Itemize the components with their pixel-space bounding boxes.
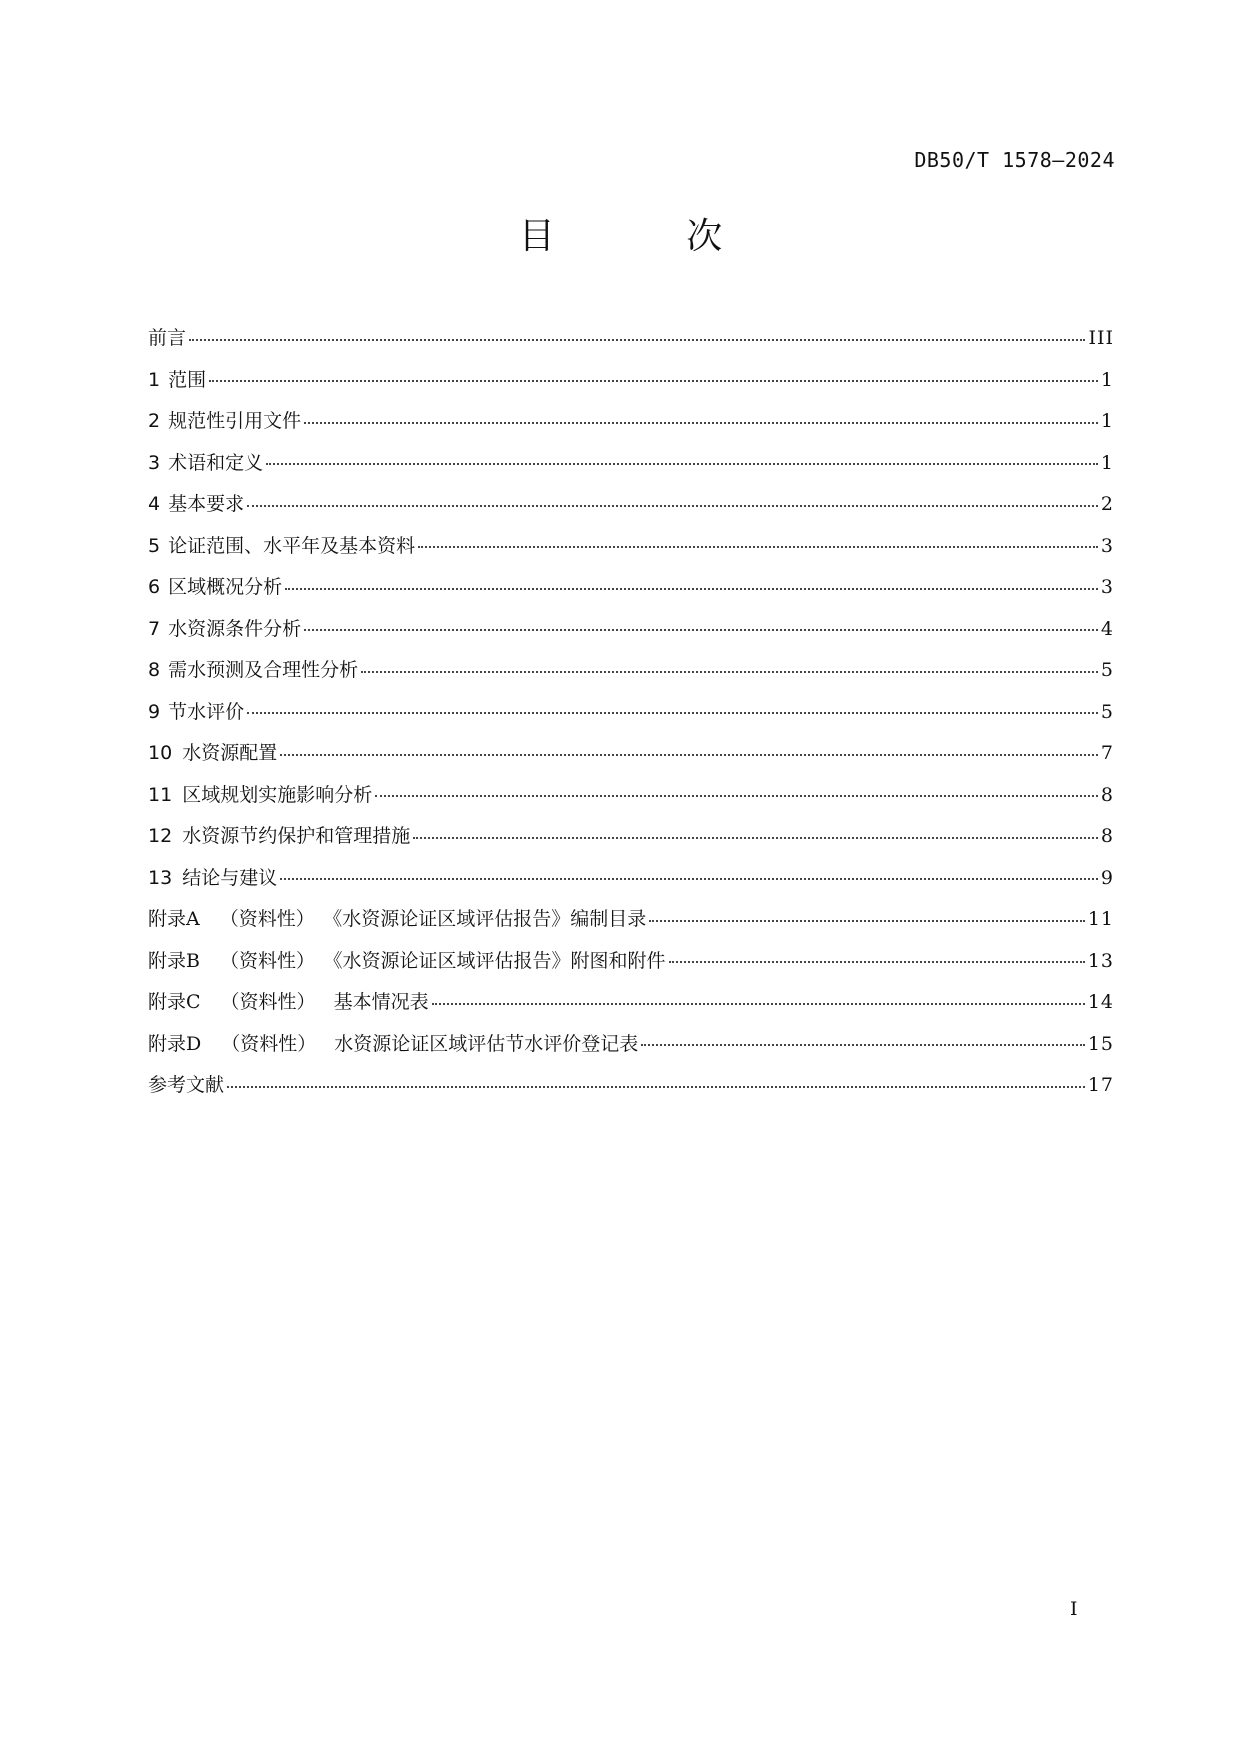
toc-entry-page: 14 <box>1087 991 1114 1013</box>
toc-leader-dots <box>361 671 1098 673</box>
toc-entry[interactable] <box>148 567 1114 609</box>
toc-appendix-a[interactable] <box>148 899 1114 941</box>
toc-entry-label: 需水预测及合理性分析 <box>168 659 359 681</box>
toc-leader-dots <box>280 754 1098 756</box>
appendix-kind: （资料性） <box>220 991 316 1013</box>
toc-entry[interactable] <box>148 443 1114 485</box>
toc-entry[interactable] <box>148 401 1114 443</box>
toc-entry-label: 区域概况分析 <box>168 576 283 598</box>
toc-entry-page: 5 <box>1100 700 1114 723</box>
toc-entry-page: 11 <box>1087 908 1114 930</box>
toc-leader-dots <box>227 1086 1085 1088</box>
appendix-tag: 附录B <box>148 949 200 972</box>
toc-entry-page: 8 <box>1100 825 1114 847</box>
toc-entry-label: 水资源节约保护和管理措施 <box>182 825 411 847</box>
toc-entry-page: 5 <box>1100 659 1114 681</box>
toc-entry-page: III <box>1088 327 1114 349</box>
toc-entry-label: 参考文献 <box>148 1074 225 1096</box>
toc-entry-page: 9 <box>1100 866 1114 889</box>
toc-entry-number: 3 <box>148 451 161 474</box>
toc-entry-page: 2 <box>1100 493 1114 515</box>
toc-entry-label: 区域规划实施影响分析 <box>182 783 373 806</box>
toc-appendix-c[interactable] <box>148 982 1114 1024</box>
toc-entry[interactable] <box>148 733 1114 775</box>
toc-leader-dots <box>189 339 1085 341</box>
toc-entry-label: 论证范围、水平年及基本资料 <box>168 534 416 557</box>
toc-entry[interactable] <box>148 526 1114 568</box>
toc-entry-label: 《水资源论证区域评估报告》编制目录 <box>332 908 647 930</box>
toc-entry-number: 5 <box>148 534 161 557</box>
toc-entry[interactable] <box>148 609 1114 651</box>
toc-leader-dots <box>247 712 1098 714</box>
toc-leader-dots <box>669 961 1085 963</box>
toc-entry[interactable] <box>148 484 1114 526</box>
toc-entry-number: 2 <box>148 410 161 432</box>
toc-entry-number: 4 <box>148 493 161 515</box>
toc-appendix-heading <box>148 1024 638 1066</box>
toc-leader-dots <box>209 380 1098 382</box>
appendix-kind: （资料性） <box>221 1032 317 1055</box>
toc-entry-label: 前言 <box>148 327 187 349</box>
toc-leader-dots <box>418 546 1098 548</box>
toc-entry-page: 1 <box>1100 410 1114 432</box>
toc-entry-page: 3 <box>1100 576 1114 598</box>
appendix-kind: （资料性） <box>219 908 315 930</box>
toc-entry-page: 7 <box>1100 742 1114 764</box>
toc-entry-number: 11 <box>148 783 173 806</box>
toc-entry-number: 6 <box>148 576 161 598</box>
toc-appendix-heading <box>148 899 646 941</box>
toc-entry-references[interactable] <box>148 1065 1114 1107</box>
appendix-tag: 附录C <box>148 991 201 1013</box>
toc-entry[interactable] <box>148 816 1114 858</box>
toc-entry[interactable] <box>148 775 1114 817</box>
appendix-tag: 附录A <box>148 908 200 930</box>
toc-entry-label: 水资源论证区域评估节水评价登记表 <box>334 1032 639 1055</box>
toc-leader-dots <box>304 422 1098 424</box>
toc-entry-page: 15 <box>1087 1032 1114 1055</box>
toc-entry-page: 8 <box>1100 783 1114 806</box>
toc-leader-dots <box>413 837 1098 839</box>
toc-entry-page: 1 <box>1100 368 1114 391</box>
toc-appendix-heading <box>148 982 429 1024</box>
standard-code: DB50/T 1578—2024 <box>914 148 1115 172</box>
toc-leader-dots <box>285 588 1098 590</box>
toc-entry-number: 12 <box>148 825 173 847</box>
appendix-kind: （资料性） <box>219 949 315 972</box>
toc-entry-page: 13 <box>1087 949 1114 972</box>
toc-entry-page: 1 <box>1100 451 1114 474</box>
toc-entry-label: 范围 <box>168 368 207 391</box>
toc-entry-label: 基本要求 <box>168 493 245 515</box>
toc-entry-label: 结论与建议 <box>182 866 278 889</box>
toc-entry[interactable] <box>148 692 1114 734</box>
toc-entry-label: 《水资源论证区域评估报告》附图和附件 <box>332 949 666 972</box>
page-number: I <box>1070 1598 1078 1620</box>
toc-entry[interactable] <box>148 858 1114 900</box>
toc-entry-number: 10 <box>148 742 173 764</box>
toc-entry-label: 节水评价 <box>168 700 245 723</box>
toc-entry-number: 1 <box>148 368 161 391</box>
toc-entry-label: 术语和定义 <box>168 451 264 474</box>
toc-entry-page: 17 <box>1087 1074 1114 1096</box>
toc-entry[interactable] <box>148 650 1114 692</box>
toc-leader-dots <box>247 505 1098 507</box>
toc-entry-number: 7 <box>148 617 161 640</box>
toc-leader-dots <box>280 878 1098 880</box>
toc-entry-number: 13 <box>148 866 173 889</box>
toc-appendix-b[interactable] <box>148 941 1114 983</box>
toc-leader-dots <box>304 629 1098 631</box>
toc-entry-label: 水资源条件分析 <box>168 617 302 640</box>
page-title: 目 次 <box>518 216 783 257</box>
table-of-contents <box>148 318 1114 1107</box>
toc-entry-page: 4 <box>1100 617 1114 640</box>
appendix-tag: 附录D <box>148 1032 202 1055</box>
toc-leader-dots <box>266 463 1098 465</box>
toc-appendix-d[interactable] <box>148 1024 1114 1066</box>
toc-entry-page: 3 <box>1100 534 1114 557</box>
toc-entry-number: 8 <box>148 659 161 681</box>
toc-leader-dots <box>375 795 1098 797</box>
toc-entry-label: 规范性引用文件 <box>168 410 302 432</box>
toc-entry-number: 9 <box>148 700 161 723</box>
toc-entry-label: 基本情况表 <box>333 991 429 1013</box>
toc-leader-dots <box>649 920 1085 922</box>
toc-entry-foreword[interactable] <box>148 318 1114 360</box>
toc-leader-dots <box>432 1003 1085 1005</box>
toc-leader-dots <box>641 1044 1085 1046</box>
toc-appendix-heading <box>148 941 666 983</box>
toc-entry[interactable] <box>148 360 1114 402</box>
toc-entry-label: 水资源配置 <box>182 742 278 764</box>
